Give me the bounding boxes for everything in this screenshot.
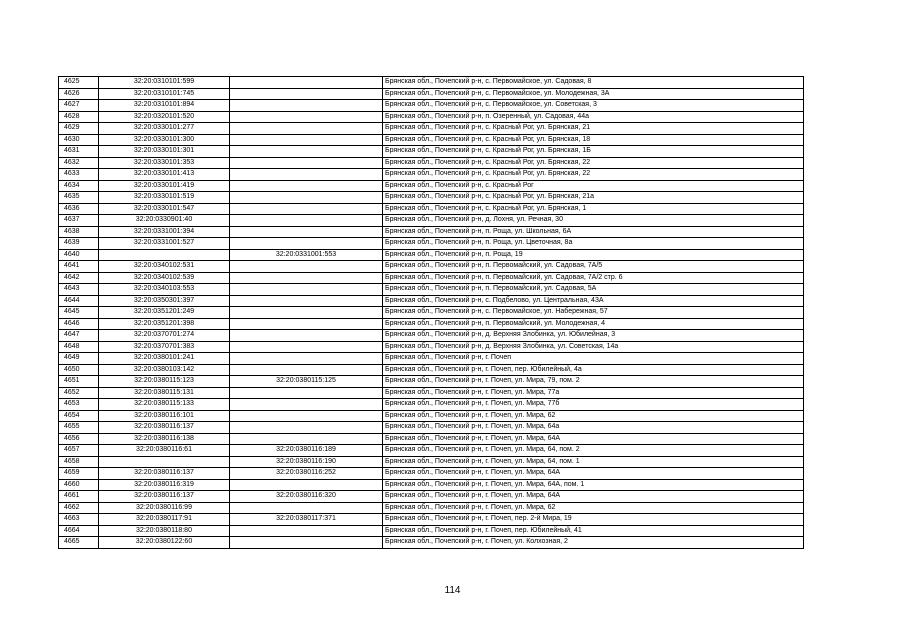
building-cadastral-number-cell [230, 399, 383, 411]
row-number-cell: 4639 [59, 238, 99, 250]
register-sheet [58, 76, 803, 549]
land-cadastral-number-cell: 32:20:0380101:241 [99, 353, 230, 365]
row-number-cell: 4659 [59, 468, 99, 480]
row-number-cell: 4627 [59, 100, 99, 112]
land-cadastral-number-cell: 32:20:0310101:894 [99, 100, 230, 112]
address-cell: Брянская обл., Почепский р-н, с. Красный Рог, ул. Брянская, 22 [383, 169, 804, 181]
land-cadastral-number-cell: 32:20:0380117:91 [99, 514, 230, 526]
building-cadastral-number-cell [230, 307, 383, 319]
land-cadastral-number-cell: 32:20:0370701:274 [99, 330, 230, 342]
row-number-cell: 4642 [59, 272, 99, 284]
land-cadastral-number-cell: 32:20:0380116:137 [99, 468, 230, 480]
row-number-cell: 4650 [59, 364, 99, 376]
table-row [59, 134, 804, 146]
land-cadastral-number-cell: 32:20:0380116:137 [99, 422, 230, 434]
building-cadastral-number-cell [230, 387, 383, 399]
address-cell: Брянская обл., Почепский р-н, д. Лохня, ул. Речная, 30 [383, 215, 804, 227]
table-row [59, 525, 804, 537]
row-number-cell: 4663 [59, 514, 99, 526]
table-row [59, 88, 804, 100]
table-row [59, 456, 804, 468]
row-number-cell: 4651 [59, 376, 99, 388]
building-cadastral-number-cell [230, 88, 383, 100]
table-row [59, 341, 804, 353]
row-number-cell: 4634 [59, 180, 99, 192]
address-cell: Брянская обл., Почепский р-н, с. Красный Рог, ул. Брянская, 1 [383, 203, 804, 215]
land-cadastral-number-cell: 32:20:0310101:745 [99, 88, 230, 100]
row-number-cell: 4658 [59, 456, 99, 468]
building-cadastral-number-cell [230, 238, 383, 250]
table-row [59, 180, 804, 192]
table-row [59, 353, 804, 365]
land-cadastral-number-cell: 32:20:0380118:80 [99, 525, 230, 537]
land-cadastral-number-cell: 32:20:0380103:142 [99, 364, 230, 376]
table-row [59, 226, 804, 238]
land-cadastral-number-cell: 32:20:0330101:547 [99, 203, 230, 215]
row-number-cell: 4638 [59, 226, 99, 238]
row-number-cell: 4635 [59, 192, 99, 204]
row-number-cell: 4653 [59, 399, 99, 411]
building-cadastral-number-cell [230, 502, 383, 514]
row-number-cell: 4625 [59, 77, 99, 89]
address-cell: Брянская обл., Почепский р-н, г. Почеп, ул. Мира, 77б [383, 399, 804, 411]
land-cadastral-number-cell [99, 456, 230, 468]
address-cell: Брянская обл., Почепский р-н, п. Роща, ул. Цветочная, 8а [383, 238, 804, 250]
building-cadastral-number-cell [230, 215, 383, 227]
row-number-cell: 4654 [59, 410, 99, 422]
land-cadastral-number-cell: 32:20:0380115:133 [99, 399, 230, 411]
table-row [59, 249, 804, 261]
table-row [59, 502, 804, 514]
address-cell: Брянская обл., Почепский р-н, г. Почеп, пер. 2-й Мира, 19 [383, 514, 804, 526]
row-number-cell: 4647 [59, 330, 99, 342]
row-number-cell: 4646 [59, 318, 99, 330]
row-number-cell: 4633 [59, 169, 99, 181]
building-cadastral-number-cell: 32:20:0331001:553 [230, 249, 383, 261]
building-cadastral-number-cell [230, 100, 383, 112]
building-cadastral-number-cell [230, 111, 383, 123]
table-row [59, 100, 804, 112]
row-number-cell: 4637 [59, 215, 99, 227]
row-number-cell: 4628 [59, 111, 99, 123]
address-cell: Брянская обл., Почепский р-н, г. Почеп, ул. Мира, 77а [383, 387, 804, 399]
address-cell: Брянская обл., Почепский р-н, п. Первомайский, ул. Молодежная, 4 [383, 318, 804, 330]
building-cadastral-number-cell: 32:20:0380116:320 [230, 491, 383, 503]
building-cadastral-number-cell [230, 192, 383, 204]
land-cadastral-number-cell [99, 249, 230, 261]
property-register-table [58, 76, 804, 549]
address-cell: Брянская обл., Почепский р-н, п. Первомайский, ул. Садовая, 7А/2 стр. 6 [383, 272, 804, 284]
table-row [59, 169, 804, 181]
land-cadastral-number-cell: 32:20:0310101:599 [99, 77, 230, 89]
land-cadastral-number-cell: 32:20:0380116:319 [99, 479, 230, 491]
page-number: 114 [444, 585, 461, 596]
address-cell: Брянская обл., Почепский р-н, с. Подбелово, ул. Центральная, 43А [383, 295, 804, 307]
table-row [59, 146, 804, 158]
address-cell: Брянская обл., Почепский р-н, д. Верхняя Злобинка, ул. Советская, 14а [383, 341, 804, 353]
address-cell: Брянская обл., Почепский р-н, с. Красный Рог, ул. Брянская, 18 [383, 134, 804, 146]
row-number-cell: 4649 [59, 353, 99, 365]
table-row [59, 433, 804, 445]
land-cadastral-number-cell: 32:20:0330101:519 [99, 192, 230, 204]
row-number-cell: 4665 [59, 537, 99, 549]
land-cadastral-number-cell: 32:20:0330101:277 [99, 123, 230, 135]
table-row [59, 399, 804, 411]
address-cell: Брянская обл., Почепский р-н, г. Почеп, пер. Юбилейный, 4а [383, 364, 804, 376]
land-cadastral-number-cell: 32:20:0330101:300 [99, 134, 230, 146]
land-cadastral-number-cell: 32:20:0380116:101 [99, 410, 230, 422]
row-number-cell: 4631 [59, 146, 99, 158]
building-cadastral-number-cell [230, 157, 383, 169]
building-cadastral-number-cell [230, 330, 383, 342]
building-cadastral-number-cell [230, 272, 383, 284]
land-cadastral-number-cell: 32:20:0330101:419 [99, 180, 230, 192]
row-number-cell: 4645 [59, 307, 99, 319]
row-number-cell: 4626 [59, 88, 99, 100]
row-number-cell: 4641 [59, 261, 99, 273]
row-number-cell: 4644 [59, 295, 99, 307]
building-cadastral-number-cell [230, 123, 383, 135]
address-cell: Брянская обл., Почепский р-н, д. Верхняя Злобинка, ул. Юбилейная, 3 [383, 330, 804, 342]
building-cadastral-number-cell [230, 284, 383, 296]
building-cadastral-number-cell [230, 525, 383, 537]
table-row [59, 387, 804, 399]
building-cadastral-number-cell: 32:20:0380116:190 [230, 456, 383, 468]
land-cadastral-number-cell: 32:20:0330901:40 [99, 215, 230, 227]
address-cell: Брянская обл., Почепский р-н, п. Первомайский, ул. Садовая, 7А/5 [383, 261, 804, 273]
land-cadastral-number-cell: 32:20:0380115:131 [99, 387, 230, 399]
address-cell: Брянская обл., Почепский р-н, с. Красный Рог, ул. Брянская, 22 [383, 157, 804, 169]
table-body [59, 77, 804, 549]
land-cadastral-number-cell: 32:20:0351201:398 [99, 318, 230, 330]
land-cadastral-number-cell: 32:20:0351201:249 [99, 307, 230, 319]
address-cell: Брянская обл., Почепский р-н, г. Почеп [383, 353, 804, 365]
building-cadastral-number-cell [230, 77, 383, 89]
table-row [59, 77, 804, 89]
building-cadastral-number-cell [230, 261, 383, 273]
row-number-cell: 4656 [59, 433, 99, 445]
table-row [59, 215, 804, 227]
table-row [59, 203, 804, 215]
row-number-cell: 4664 [59, 525, 99, 537]
building-cadastral-number-cell [230, 422, 383, 434]
address-cell: Брянская обл., Почепский р-н, п. Первомайский, ул. Садовая, 5А [383, 284, 804, 296]
row-number-cell: 4662 [59, 502, 99, 514]
land-cadastral-number-cell: 32:20:0350301:397 [99, 295, 230, 307]
land-cadastral-number-cell: 32:20:0340102:531 [99, 261, 230, 273]
table-row [59, 295, 804, 307]
table-row [59, 445, 804, 457]
land-cadastral-number-cell: 32:20:0380116:137 [99, 491, 230, 503]
land-cadastral-number-cell: 32:20:0330101:413 [99, 169, 230, 181]
row-number-cell: 4648 [59, 341, 99, 353]
address-cell: Брянская обл., Почепский р-н, г. Почеп, ул. Мира, 64а [383, 422, 804, 434]
building-cadastral-number-cell [230, 318, 383, 330]
table-row [59, 537, 804, 549]
row-number-cell: 4655 [59, 422, 99, 434]
row-number-cell: 4629 [59, 123, 99, 135]
address-cell: Брянская обл., Почепский р-н, с. Первомайское, ул. Садовая, 8 [383, 77, 804, 89]
address-cell: Брянская обл., Почепский р-н, п. Роща, 19 [383, 249, 804, 261]
land-cadastral-number-cell: 32:20:0340103:553 [99, 284, 230, 296]
address-cell: Брянская обл., Почепский р-н, с. Красный Рог, ул. Брянская, 21а [383, 192, 804, 204]
address-cell: Брянская обл., Почепский р-н, г. Почеп, ул. Мира, 64А [383, 491, 804, 503]
row-number-cell: 4640 [59, 249, 99, 261]
address-cell: Брянская обл., Почепский р-н, с. Первомайское, ул. Советская, 3 [383, 100, 804, 112]
address-cell: Брянская обл., Почепский р-н, с. Красный Рог, ул. Брянская, 1Б [383, 146, 804, 158]
building-cadastral-number-cell: 32:20:0380115:125 [230, 376, 383, 388]
building-cadastral-number-cell [230, 146, 383, 158]
building-cadastral-number-cell: 32:20:0380116:252 [230, 468, 383, 480]
table-row [59, 307, 804, 319]
address-cell: Брянская обл., Почепский р-н, г. Почеп, ул. Мира, 64А [383, 468, 804, 480]
table-row [59, 410, 804, 422]
table-row [59, 468, 804, 480]
table-row [59, 123, 804, 135]
address-cell: Брянская обл., Почепский р-н, с. Первомайское, ул. Молодежная, 3А [383, 88, 804, 100]
address-cell: Брянская обл., Почепский р-н, г. Почеп, ул. Мира, 64А, пом. 1 [383, 479, 804, 491]
address-cell: Брянская обл., Почепский р-н, г. Почеп, ул. Мира, 64, пом. 2 [383, 445, 804, 457]
address-cell: Брянская обл., Почепский р-н, с. Красный Рог [383, 180, 804, 192]
address-cell: Брянская обл., Почепский р-н, г. Почеп, ул. Мира, 79, пом. 2 [383, 376, 804, 388]
table-row [59, 376, 804, 388]
building-cadastral-number-cell [230, 169, 383, 181]
building-cadastral-number-cell [230, 537, 383, 549]
address-cell: Брянская обл., Почепский р-н, с. Первомайское, ул. Набережная, 57 [383, 307, 804, 319]
address-cell: Брянская обл., Почепский р-н, г. Почеп, пер. Юбилейный, 41 [383, 525, 804, 537]
building-cadastral-number-cell [230, 203, 383, 215]
row-number-cell: 4652 [59, 387, 99, 399]
row-number-cell: 4630 [59, 134, 99, 146]
row-number-cell: 4661 [59, 491, 99, 503]
row-number-cell: 4643 [59, 284, 99, 296]
table-row [59, 514, 804, 526]
land-cadastral-number-cell: 32:20:0330101:301 [99, 146, 230, 158]
building-cadastral-number-cell [230, 180, 383, 192]
address-cell: Брянская обл., Почепский р-н, г. Почеп, ул. Мира, 64А [383, 433, 804, 445]
address-cell: Брянская обл., Почепский р-н, п. Озеренный, ул. Садовая, 44а [383, 111, 804, 123]
table-row [59, 330, 804, 342]
building-cadastral-number-cell [230, 364, 383, 376]
table-row [59, 491, 804, 503]
row-number-cell: 4660 [59, 479, 99, 491]
table-row [59, 318, 804, 330]
table-row [59, 284, 804, 296]
land-cadastral-number-cell: 32:20:0370701:383 [99, 341, 230, 353]
land-cadastral-number-cell: 32:20:0380115:123 [99, 376, 230, 388]
building-cadastral-number-cell [230, 410, 383, 422]
table-row [59, 111, 804, 123]
table-row [59, 261, 804, 273]
building-cadastral-number-cell: 32:20:0380116:189 [230, 445, 383, 457]
building-cadastral-number-cell [230, 479, 383, 491]
land-cadastral-number-cell: 32:20:0380116:61 [99, 445, 230, 457]
land-cadastral-number-cell: 32:20:0380116:99 [99, 502, 230, 514]
building-cadastral-number-cell [230, 341, 383, 353]
land-cadastral-number-cell: 32:20:0380116:138 [99, 433, 230, 445]
table-row [59, 192, 804, 204]
land-cadastral-number-cell: 32:20:0380122:60 [99, 537, 230, 549]
building-cadastral-number-cell [230, 295, 383, 307]
address-cell: Брянская обл., Почепский р-н, г. Почеп, ул. Мира, 64, пом. 1 [383, 456, 804, 468]
row-number-cell: 4657 [59, 445, 99, 457]
land-cadastral-number-cell: 32:20:0331001:394 [99, 226, 230, 238]
land-cadastral-number-cell: 32:20:0331001:527 [99, 238, 230, 250]
land-cadastral-number-cell: 32:20:0340102:539 [99, 272, 230, 284]
building-cadastral-number-cell: 32:20:0380117:371 [230, 514, 383, 526]
building-cadastral-number-cell [230, 226, 383, 238]
table-row [59, 479, 804, 491]
table-row [59, 157, 804, 169]
address-cell: Брянская обл., Почепский р-н, г. Почеп, ул. Мира, 62 [383, 410, 804, 422]
row-number-cell: 4632 [59, 157, 99, 169]
building-cadastral-number-cell [230, 433, 383, 445]
land-cadastral-number-cell: 32:20:0320101:520 [99, 111, 230, 123]
table-row [59, 272, 804, 284]
land-cadastral-number-cell: 32:20:0330101:353 [99, 157, 230, 169]
row-number-cell: 4636 [59, 203, 99, 215]
building-cadastral-number-cell [230, 134, 383, 146]
address-cell: Брянская обл., Почепский р-н, г. Почеп, ул. Мира, 62 [383, 502, 804, 514]
table-row [59, 422, 804, 434]
building-cadastral-number-cell [230, 353, 383, 365]
table-row [59, 364, 804, 376]
address-cell: Брянская обл., Почепский р-н, г. Почеп, ул. Колхозная, 2 [383, 537, 804, 549]
table-row [59, 238, 804, 250]
address-cell: Брянская обл., Почепский р-н, п. Роща, ул. Школьная, 6А [383, 226, 804, 238]
address-cell: Брянская обл., Почепский р-н, с. Красный Рог, ул. Брянская, 21 [383, 123, 804, 135]
